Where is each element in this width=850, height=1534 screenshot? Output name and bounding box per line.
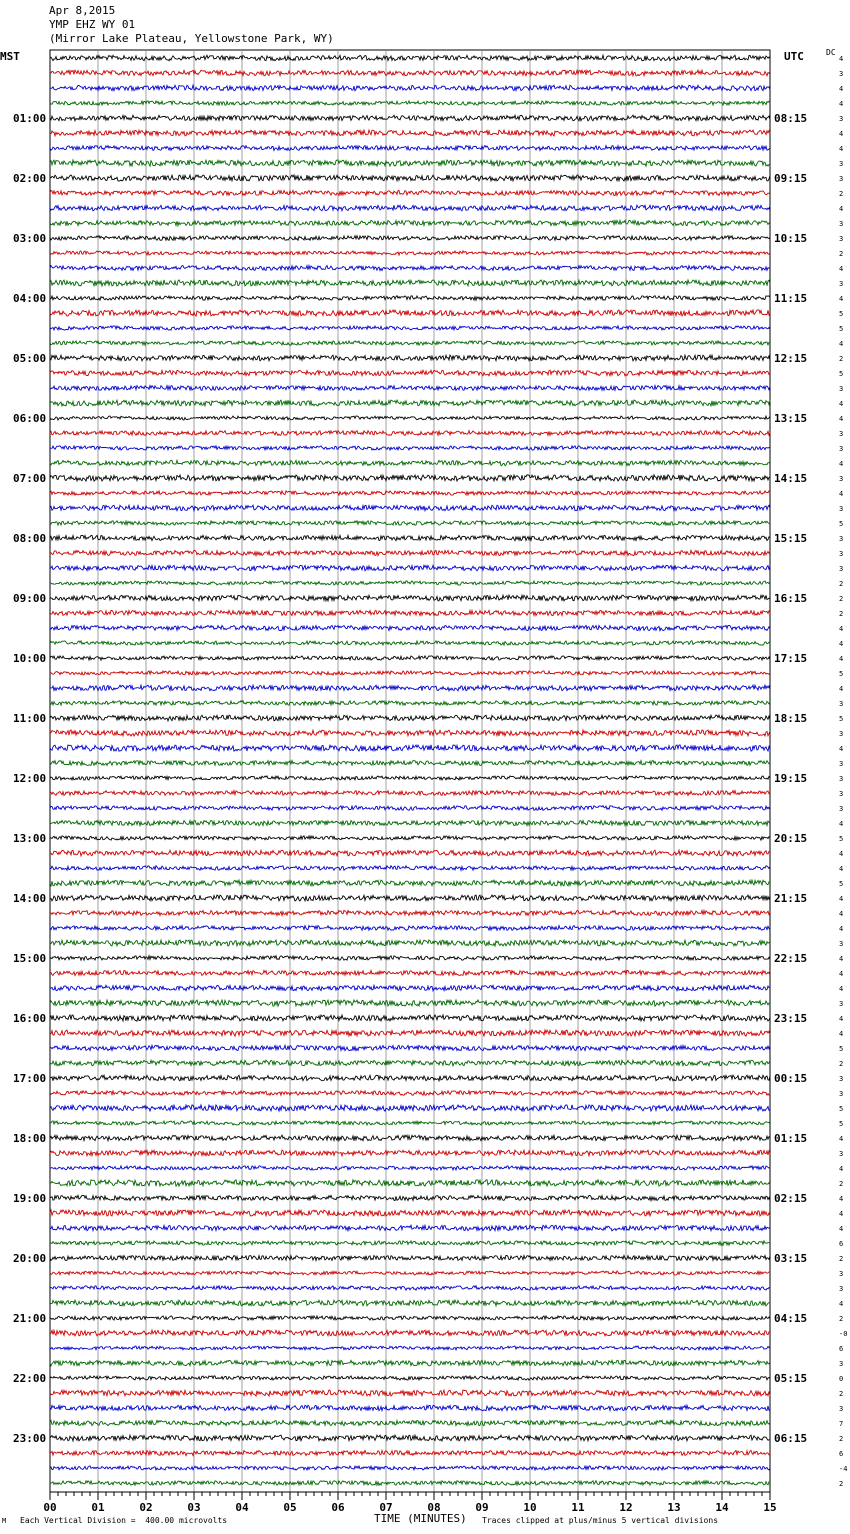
dc-offset-23: 4	[839, 400, 844, 408]
trace-19	[50, 341, 770, 345]
trace-88	[50, 1376, 770, 1380]
trace-61	[50, 971, 770, 976]
left-zone-label: MST	[0, 50, 20, 63]
left-hour-label-22: 22:00	[13, 1372, 47, 1385]
trace-58	[50, 926, 770, 931]
trace-60	[50, 956, 770, 960]
trace-27	[50, 460, 770, 465]
trace-67	[50, 1060, 770, 1066]
dc-offset-66: 5	[839, 1045, 844, 1053]
right-hour-label-18: 01:15	[774, 1132, 808, 1145]
x-tick-label-00: 00	[43, 1501, 57, 1514]
dc-offset-15: 3	[839, 280, 844, 288]
right-hour-label-23: 06:15	[774, 1432, 808, 1445]
left-hour-label-18: 18:00	[13, 1132, 47, 1145]
trace-43	[50, 701, 770, 706]
trace-56	[50, 895, 770, 901]
left-hour-label-7: 07:00	[13, 472, 47, 485]
dc-offset-95: 2	[839, 1480, 844, 1488]
trace-69	[50, 1091, 770, 1096]
left-hour-label-16: 16:00	[13, 1012, 47, 1025]
dc-offset-22: 3	[839, 385, 844, 393]
trace-79	[50, 1241, 770, 1245]
dc-offset-6: 4	[839, 145, 844, 153]
dc-offset-31: 5	[839, 520, 844, 528]
dc-offset-21: 5	[839, 370, 844, 378]
right-hour-label-8: 15:15	[774, 532, 808, 545]
x-tick-label-14: 14	[715, 1501, 729, 1514]
trace-95	[50, 1481, 770, 1486]
trace-78	[50, 1225, 770, 1231]
trace-49	[50, 791, 770, 796]
right-hour-label-11: 18:15	[774, 712, 808, 725]
trace-24	[50, 416, 770, 420]
trace-group	[50, 55, 770, 1485]
dc-offset-82: 3	[839, 1285, 844, 1293]
scale-note: Each Vertical Division = 400.00 microvolts	[20, 1516, 228, 1525]
dc-offset-7: 3	[839, 160, 844, 168]
dc-offset-83: 4	[839, 1300, 844, 1308]
x-tick-label-08: 08	[427, 1501, 441, 1514]
x-tick-label-12: 12	[619, 1501, 633, 1514]
trace-34	[50, 565, 770, 570]
dc-offset-10: 4	[839, 205, 844, 213]
dc-offset-38: 4	[839, 625, 844, 633]
trace-16	[50, 296, 770, 301]
dc-offset-29: 4	[839, 490, 844, 498]
dc-offset-30: 3	[839, 505, 844, 513]
trace-64	[50, 1015, 770, 1021]
trace-21	[50, 370, 770, 376]
x-tick-label-07: 07	[379, 1501, 393, 1514]
dc-offset-55: 5	[839, 880, 844, 888]
trace-68	[50, 1075, 770, 1081]
trace-31	[50, 521, 770, 525]
left-hour-label-20: 20:00	[13, 1252, 47, 1265]
trace-82	[50, 1286, 770, 1290]
trace-25	[50, 431, 770, 436]
left-hour-label-3: 03:00	[13, 232, 47, 245]
dc-offset-8: 3	[839, 175, 844, 183]
dc-offset-64: 4	[839, 1015, 844, 1023]
trace-29	[50, 491, 770, 495]
trace-3	[50, 101, 770, 105]
trace-4	[50, 115, 770, 121]
dc-offset-75: 2	[839, 1180, 844, 1188]
trace-18	[50, 326, 770, 330]
dc-offset-14: 4	[839, 265, 844, 273]
dc-offset-13: 2	[839, 250, 844, 258]
dc-offset-60: 4	[839, 955, 844, 963]
right-hour-label-4: 11:15	[774, 292, 808, 305]
trace-86	[50, 1346, 770, 1350]
trace-51	[50, 820, 770, 825]
trace-76	[50, 1195, 770, 1200]
right-hour-label-3: 10:15	[774, 232, 808, 245]
dc-offset-91: 7	[839, 1420, 844, 1428]
trace-75	[50, 1180, 770, 1186]
trace-28	[50, 475, 770, 481]
trace-7	[50, 160, 770, 166]
dc-offset-86: 6	[839, 1345, 844, 1353]
trace-6	[50, 146, 770, 151]
dc-offset-57: 4	[839, 910, 844, 918]
left-hour-label-5: 05:00	[13, 352, 47, 365]
header-location: (Mirror Lake Plateau, Yellowstone Park, WY)	[49, 32, 334, 45]
dc-offset-51: 4	[839, 820, 844, 828]
trace-53	[50, 850, 770, 856]
trace-54	[50, 866, 770, 871]
trace-45	[50, 730, 770, 736]
dc-offset-59: 3	[839, 940, 844, 948]
dc-offset-17: 5	[839, 310, 844, 318]
dc-offset-24: 4	[839, 415, 844, 423]
left-hour-label-11: 11:00	[13, 712, 47, 725]
left-hour-label-15: 15:00	[13, 952, 47, 965]
right-hour-label-6: 13:15	[774, 412, 808, 425]
dc-offset-80: 2	[839, 1255, 844, 1263]
right-hour-label-13: 20:15	[774, 832, 808, 845]
dc-offset-94: -4	[839, 1465, 848, 1473]
right-hour-label-2: 09:15	[774, 172, 808, 185]
trace-22	[50, 386, 770, 391]
right-hour-label-7: 14:15	[774, 472, 808, 485]
trace-37	[50, 610, 770, 615]
dc-offset-85: -0	[839, 1330, 848, 1338]
left-hour-label-10: 10:00	[13, 652, 47, 665]
trace-57	[50, 910, 770, 915]
dc-offset-65: 4	[839, 1030, 844, 1038]
dc-offset-67: 2	[839, 1060, 844, 1068]
x-tick-label-04: 04	[235, 1501, 249, 1514]
right-hour-label-15: 22:15	[774, 952, 808, 965]
dc-offset-39: 4	[839, 640, 844, 648]
trace-14	[50, 266, 770, 271]
trace-77	[50, 1210, 770, 1216]
x-tick-label-11: 11	[571, 1501, 585, 1514]
dc-offset-5: 4	[839, 130, 844, 138]
x-tick-label-10: 10	[523, 1501, 537, 1514]
dc-offset-74: 4	[839, 1165, 844, 1173]
right-hour-label-9: 16:15	[774, 592, 808, 605]
corner-mark: M	[2, 1517, 7, 1525]
dc-offset-48: 3	[839, 775, 844, 783]
dc-offset-2: 4	[839, 85, 844, 93]
dc-offset-25: 3	[839, 430, 844, 438]
trace-73	[50, 1150, 770, 1156]
left-hour-label-4: 04:00	[13, 292, 47, 305]
trace-1	[50, 70, 770, 76]
dc-offset-84: 2	[839, 1315, 844, 1323]
trace-15	[50, 280, 770, 286]
dc-offset-1: 3	[839, 70, 844, 78]
trace-44	[50, 715, 770, 721]
left-hour-label-17: 17:00	[13, 1072, 47, 1085]
dc-offset-58: 4	[839, 925, 844, 933]
trace-74	[50, 1166, 770, 1170]
trace-62	[50, 985, 770, 990]
left-hour-label-1: 01:00	[13, 112, 47, 125]
dc-offset-12: 3	[839, 235, 844, 243]
dc-offset-28: 3	[839, 475, 844, 483]
trace-91	[50, 1420, 770, 1425]
right-hour-label-12: 19:15	[774, 772, 808, 785]
trace-70	[50, 1105, 770, 1111]
dc-offset-40: 4	[839, 655, 844, 663]
trace-92	[50, 1435, 770, 1441]
left-hour-label-12: 12:00	[13, 772, 47, 785]
trace-12	[50, 236, 770, 241]
trace-2	[50, 85, 770, 90]
dc-offset-45: 3	[839, 730, 844, 738]
dc-offset-19: 4	[839, 340, 844, 348]
header-station: YMP EHZ WY 01	[49, 18, 136, 31]
dc-offset-34: 3	[839, 565, 844, 573]
dc-offset-32: 3	[839, 535, 844, 543]
trace-38	[50, 625, 770, 630]
dc-offset-41: 5	[839, 670, 844, 678]
trace-11	[50, 220, 770, 225]
dc-offset-52: 5	[839, 835, 844, 843]
left-hour-label-6: 06:00	[13, 412, 47, 425]
left-hour-label-23: 23:00	[13, 1432, 47, 1445]
dc-offset-42: 4	[839, 685, 844, 693]
x-tick-label-01: 01	[91, 1501, 105, 1514]
trace-17	[50, 310, 770, 316]
trace-0	[50, 55, 770, 60]
left-hour-label-21: 21:00	[13, 1312, 47, 1325]
trace-52	[50, 836, 770, 840]
right-hour-label-14: 21:15	[774, 892, 808, 905]
trace-71	[50, 1121, 770, 1125]
dc-offset-76: 4	[839, 1195, 844, 1203]
dc-offset-3: 4	[839, 100, 844, 108]
right-hour-label-10: 17:15	[774, 652, 808, 665]
dc-offset-35: 2	[839, 580, 844, 588]
trace-46	[50, 745, 770, 751]
dc-offset-78: 4	[839, 1225, 844, 1233]
dc-offset-26: 3	[839, 445, 844, 453]
x-tick-label-02: 02	[139, 1501, 153, 1514]
trace-42	[50, 685, 770, 691]
right-hour-label-22: 05:15	[774, 1372, 808, 1385]
dc-offset-88: 0	[839, 1375, 844, 1383]
dc-offset-49: 3	[839, 790, 844, 798]
trace-8	[50, 175, 770, 181]
dc-label: DC	[826, 48, 836, 57]
trace-93	[50, 1450, 770, 1455]
dc-offset-50: 3	[839, 805, 844, 813]
trace-59	[50, 940, 770, 946]
trace-30	[50, 505, 770, 511]
x-tick-label-06: 06	[331, 1501, 345, 1514]
dc-offset-70: 5	[839, 1105, 844, 1113]
trace-80	[50, 1255, 770, 1260]
dc-offset-92: 2	[839, 1435, 844, 1443]
header-date: Apr 8,2015	[49, 4, 116, 17]
dc-offset-87: 3	[839, 1360, 844, 1368]
grid-lines	[50, 50, 770, 1492]
trace-23	[50, 400, 770, 406]
dc-offset-16: 4	[839, 295, 844, 303]
dc-offset-68: 3	[839, 1075, 844, 1083]
trace-33	[50, 550, 770, 555]
right-hour-label-5: 12:15	[774, 352, 808, 365]
trace-13	[50, 251, 770, 255]
trace-72	[50, 1135, 770, 1141]
dc-offset-33: 3	[839, 550, 844, 558]
dc-offset-27: 4	[839, 460, 844, 468]
dc-offset-43: 3	[839, 700, 844, 708]
trace-36	[50, 595, 770, 601]
trace-47	[50, 761, 770, 766]
right-hour-label-21: 04:15	[774, 1312, 808, 1325]
right-hour-label-1: 08:15	[774, 112, 808, 125]
x-axis-title: TIME (MINUTES)	[374, 1512, 467, 1525]
dc-offset-36: 2	[839, 595, 844, 603]
dc-offset-54: 4	[839, 865, 844, 873]
trace-5	[50, 130, 770, 136]
left-hour-label-9: 09:00	[13, 592, 47, 605]
dc-offset-61: 4	[839, 970, 844, 978]
right-zone-label: UTC	[784, 50, 804, 63]
plot-frame	[50, 50, 770, 1492]
trace-90	[50, 1405, 770, 1410]
dc-offset-18: 5	[839, 325, 844, 333]
dc-offset-71: 5	[839, 1120, 844, 1128]
right-hour-label-20: 03:15	[774, 1252, 808, 1265]
dc-offset-69: 3	[839, 1090, 844, 1098]
dc-offset-79: 6	[839, 1240, 844, 1248]
trace-85	[50, 1330, 770, 1336]
trace-39	[50, 641, 770, 645]
left-hour-label-19: 19:00	[13, 1192, 47, 1205]
trace-32	[50, 535, 770, 540]
right-hour-label-19: 02:15	[774, 1192, 808, 1205]
dc-offset-4: 3	[839, 115, 844, 123]
dc-offset-77: 4	[839, 1210, 844, 1218]
x-tick-label-15: 15	[763, 1501, 777, 1514]
x-tick-label-13: 13	[667, 1501, 681, 1514]
trace-20	[50, 355, 770, 361]
x-tick-label-05: 05	[283, 1501, 297, 1514]
trace-50	[50, 806, 770, 811]
trace-48	[50, 776, 770, 780]
dc-offset-37: 2	[839, 610, 844, 618]
dc-offset-81: 3	[839, 1270, 844, 1278]
trace-84	[50, 1316, 770, 1320]
dc-offset-44: 5	[839, 715, 844, 723]
trace-65	[50, 1030, 770, 1036]
trace-40	[50, 656, 770, 660]
dc-offset-72: 4	[839, 1135, 844, 1143]
left-hour-label-13: 13:00	[13, 832, 47, 845]
trace-87	[50, 1360, 770, 1366]
dc-offset-46: 4	[839, 745, 844, 753]
dc-offset-73: 3	[839, 1150, 844, 1158]
trace-55	[50, 880, 770, 886]
left-hour-label-8: 08:00	[13, 532, 47, 545]
dc-offset-56: 4	[839, 895, 844, 903]
dc-offset-53: 4	[839, 850, 844, 858]
right-hour-label-16: 23:15	[774, 1012, 808, 1025]
left-hour-label-14: 14:00	[13, 892, 47, 905]
dc-offset-93: 6	[839, 1450, 844, 1458]
right-hour-label-17: 00:15	[774, 1072, 808, 1085]
x-tick-label-03: 03	[187, 1501, 201, 1514]
dc-offset-90: 3	[839, 1405, 844, 1413]
trace-10	[50, 205, 770, 211]
dc-offset-11: 3	[839, 220, 844, 228]
left-hour-label-2: 02:00	[13, 172, 47, 185]
trace-94	[50, 1466, 770, 1470]
dc-offset-9: 2	[839, 190, 844, 198]
dc-offset-63: 3	[839, 1000, 844, 1008]
trace-9	[50, 190, 770, 195]
trace-41	[50, 671, 770, 675]
dc-offset-47: 3	[839, 760, 844, 768]
trace-83	[50, 1300, 770, 1306]
dc-offset-20: 2	[839, 355, 844, 363]
x-axis	[43, 1492, 776, 1514]
dc-offset-62: 4	[839, 985, 844, 993]
clip-note: Traces clipped at plus/minus 5 vertical divisions	[482, 1516, 719, 1525]
trace-26	[50, 446, 770, 450]
x-tick-label-09: 09	[475, 1501, 489, 1514]
dc-offset-89: 2	[839, 1390, 844, 1398]
trace-81	[50, 1271, 770, 1275]
trace-89	[50, 1390, 770, 1396]
trace-35	[50, 581, 770, 585]
trace-66	[50, 1045, 770, 1050]
trace-63	[50, 1000, 770, 1006]
dc-offset-0: 4	[839, 55, 844, 63]
